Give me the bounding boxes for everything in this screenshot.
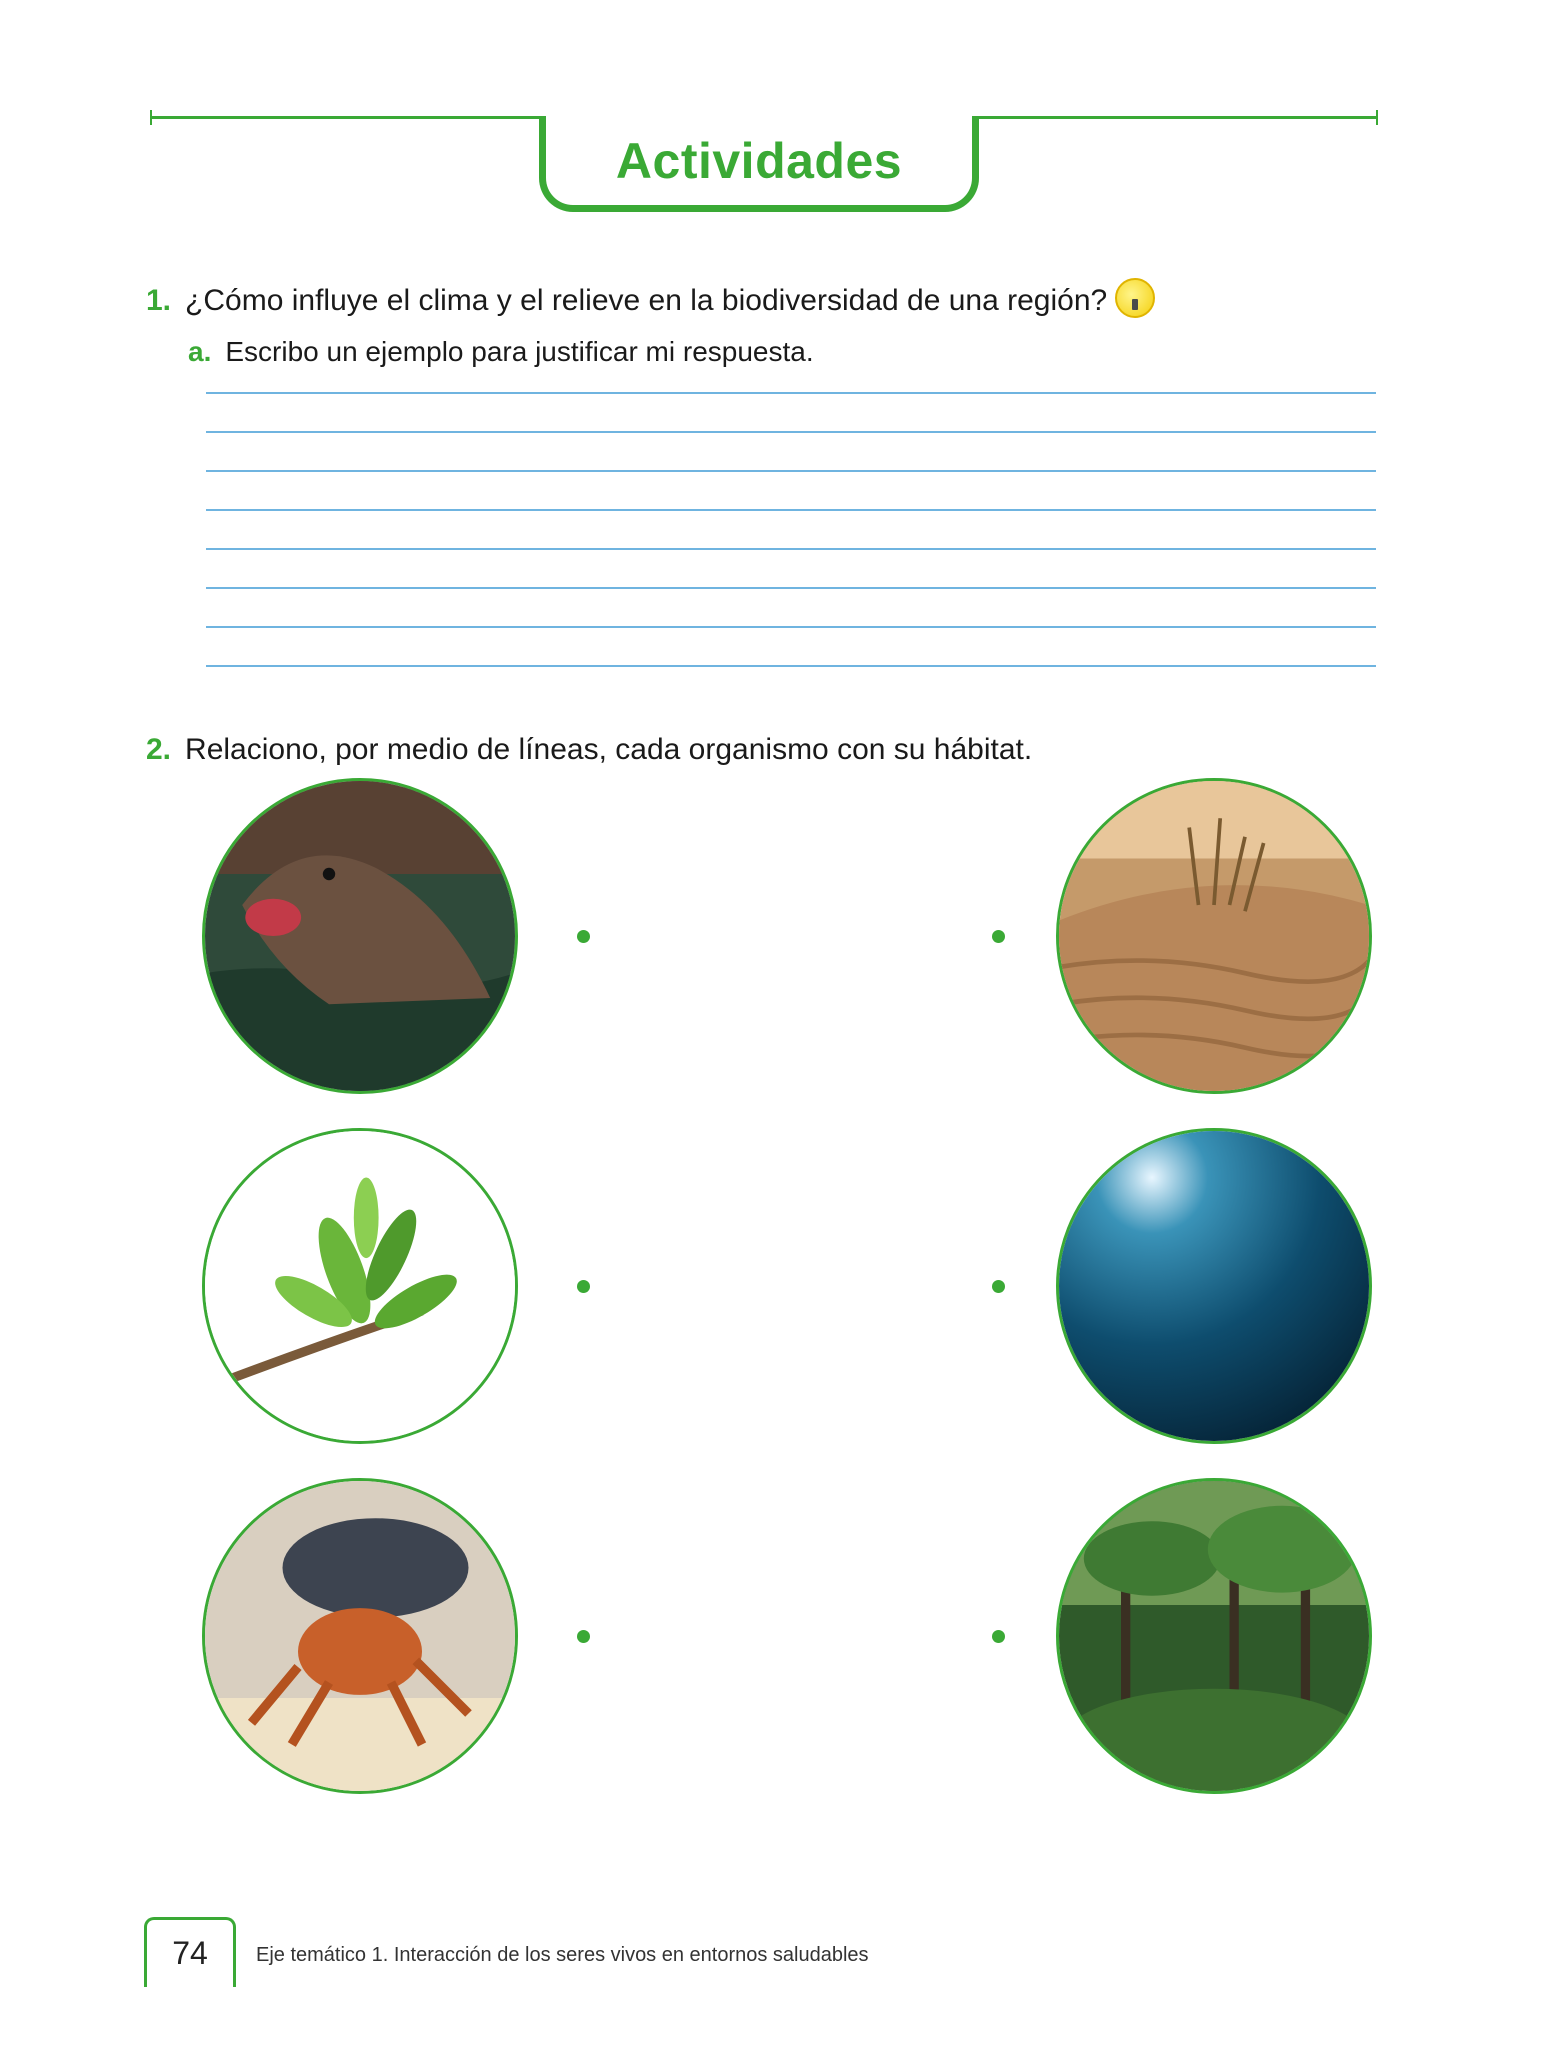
- rainforest-image: [1056, 1478, 1372, 1794]
- answer-line[interactable]: [206, 509, 1376, 511]
- question-2: [146, 732, 1032, 768]
- habitat-connector-dot[interactable]: [992, 930, 1005, 943]
- organism-connector-dot[interactable]: [577, 1630, 590, 1643]
- habitat-connector-dot[interactable]: [992, 1280, 1005, 1293]
- answer-line[interactable]: [206, 470, 1376, 472]
- answer-lines[interactable]: [206, 392, 1376, 704]
- page-number: 74: [172, 1935, 208, 1971]
- answer-line[interactable]: [206, 665, 1376, 667]
- desert-dunes-image: [1056, 778, 1372, 1094]
- answer-line[interactable]: [206, 587, 1376, 589]
- organism-connector-dot[interactable]: [577, 1280, 590, 1293]
- question-2-number: 2.: [146, 733, 172, 766]
- green-branch-image: [202, 1128, 518, 1444]
- lightbulb-icon: [1115, 278, 1155, 318]
- answer-line[interactable]: [206, 392, 1376, 394]
- page-title: Actividades: [615, 132, 903, 189]
- question-1a-text: Escribo un ejemplo para justificar mi respuesta.: [225, 336, 814, 367]
- title-tab: [539, 116, 979, 212]
- sea-lion-image: [202, 778, 518, 1094]
- answer-line[interactable]: [206, 431, 1376, 433]
- answer-line[interactable]: [206, 548, 1376, 550]
- answer-line[interactable]: [206, 626, 1376, 628]
- question-1a: [188, 334, 814, 370]
- page-number-box: [144, 1917, 236, 1987]
- organism-connector-dot[interactable]: [577, 930, 590, 943]
- question-2-text: Relaciono, por medio de líneas, cada organismo con su hábitat.: [185, 733, 1033, 766]
- ocean-image: [1056, 1128, 1372, 1444]
- habitat-connector-dot[interactable]: [992, 1630, 1005, 1643]
- question-1a-letter: a.: [188, 336, 212, 367]
- hermit-crab-image: [202, 1478, 518, 1794]
- question-1-number: 1.: [146, 284, 172, 317]
- question-1-text: ¿Cómo influye el clima y el relieve en la biodiversidad de una región?: [185, 284, 1108, 317]
- footer-text: Eje temático 1. Interacción de los seres vivos en entornos saludables: [256, 1944, 869, 1966]
- question-1: [146, 278, 1155, 319]
